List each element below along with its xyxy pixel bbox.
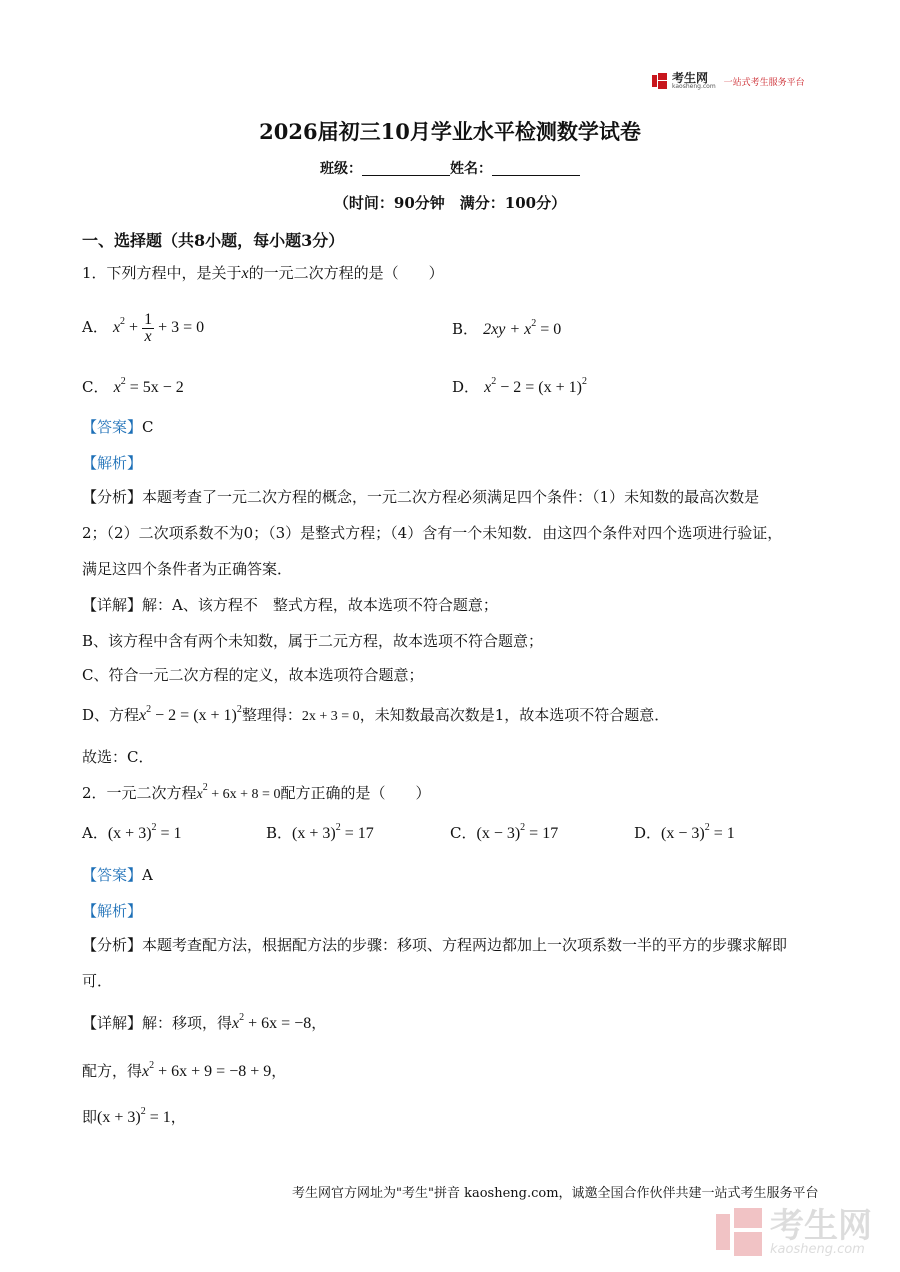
watermark-name: 考生网 bbox=[770, 1205, 872, 1246]
q1-detail-b: B、该方程中含有两个未知数，属于二元方程，故本选项不符合题意； bbox=[82, 632, 544, 650]
logo-name: 考生网 bbox=[672, 71, 709, 85]
class-blank bbox=[362, 161, 450, 176]
name-blank bbox=[492, 161, 580, 176]
footer-note: 考生网官方网址为"考生"拼音 kaosheng.com，诚邀全国合作伙伴共建一站式考生服务平台 bbox=[292, 1186, 819, 1201]
q1-fenxi-line1: 【分析】本题考查了一元二次方程的概念，一元二次方程必须满足四个条件：（1）未知数的最高次数是 bbox=[82, 488, 760, 506]
q1-option-a: A． $x^2$ + $\frac{1}{x}$ + 3 = 0 bbox=[82, 311, 205, 345]
q2-analysis-tag: 【解析】 bbox=[82, 902, 143, 920]
q1-option-b: B． $2xy + x^2 = 0$ bbox=[452, 318, 562, 338]
page-title: 2026届初三10月学业水平检测数学试卷 bbox=[259, 119, 641, 144]
watermark-logo-icon bbox=[716, 1208, 764, 1256]
q2-step2: 配方，得$x^2 + 6x + 9 = -8 + 9$， bbox=[82, 1060, 287, 1080]
watermark-domain: kaosheng.com bbox=[770, 1241, 865, 1257]
name-label: 姓名： bbox=[450, 161, 492, 177]
q2-fenxi-line2: 可． bbox=[82, 972, 113, 990]
section-title: 一、选择题（共8小题，每小题3分） bbox=[82, 231, 345, 250]
q1-fenxi-line2: 2；（2）二次项系数不为0；（3）是整式方程；（4）含有一个未知数．由这四个条件对四个选项进行验证， bbox=[82, 524, 783, 542]
q1-fenxi-line3: 满足这四个条件者为正确答案． bbox=[82, 560, 293, 578]
q2-option-a: A．$(x + 3)^2 = 1$ bbox=[82, 822, 182, 842]
q1-conclusion: 故选：C． bbox=[82, 748, 154, 766]
q2-option-b: B．$(x + 3)^2 = 17$ bbox=[266, 822, 374, 842]
q2-stem: 2．一元二次方程$x^2 + 6x + 8 = 0$配方正确的是（ ） bbox=[82, 782, 431, 802]
kaosheng-logo-icon bbox=[652, 73, 668, 89]
q1-answer: 【答案】C bbox=[82, 418, 154, 436]
logo-domain: kaosheng.com bbox=[672, 83, 716, 90]
watermark bbox=[716, 1205, 872, 1257]
q2-answer: 【答案】A bbox=[82, 866, 153, 884]
q2-step1: 【详解】解：移项，得$x^2 + 6x = -8$， bbox=[82, 1012, 327, 1032]
student-info bbox=[0, 158, 900, 178]
q1-stem: 1．下列方程中，是关于x的一元二次方程的是（ ） bbox=[82, 264, 444, 282]
logo-slogan: 一站式考生服务平台 bbox=[723, 77, 805, 88]
q1-detail-c: C、符合一元二次方程的定义，故本选项符合题意； bbox=[82, 666, 424, 684]
exam-info: （时间：90分钟 满分：100分） bbox=[333, 194, 567, 212]
header-logo bbox=[652, 72, 805, 90]
q1-detail-d: D、方程$x^2 - 2 = (x + 1)^2$整理得：2x + 3 = 0，未知数最高次数是1，故本选项不符合题意． bbox=[82, 704, 670, 724]
q2-fenxi-line1: 【分析】本题考查配方法，根据配方法的步骤：移项、方程两边都加上一次项系数一半的平方的步骤求解即 bbox=[82, 936, 788, 954]
q1-option-c: C． $x^2 = 5x - 2$ bbox=[82, 376, 184, 396]
q1-detail-a: 【详解】解：A、该方程不 整式方程，故本选项不符合题意； bbox=[82, 596, 498, 614]
q1-analysis-tag: 【解析】 bbox=[82, 454, 143, 472]
q2-option-c: C．$(x - 3)^2 = 17$ bbox=[450, 822, 559, 842]
q1-option-d: D． $x^2 - 2 = (x + 1)^2$ bbox=[452, 376, 587, 396]
q2-option-d: D．$(x - 3)^2 = 1$ bbox=[634, 822, 735, 842]
q2-step3: 即$(x + 3)^2 = 1$， bbox=[82, 1106, 186, 1126]
class-label: 班级： bbox=[320, 161, 362, 177]
